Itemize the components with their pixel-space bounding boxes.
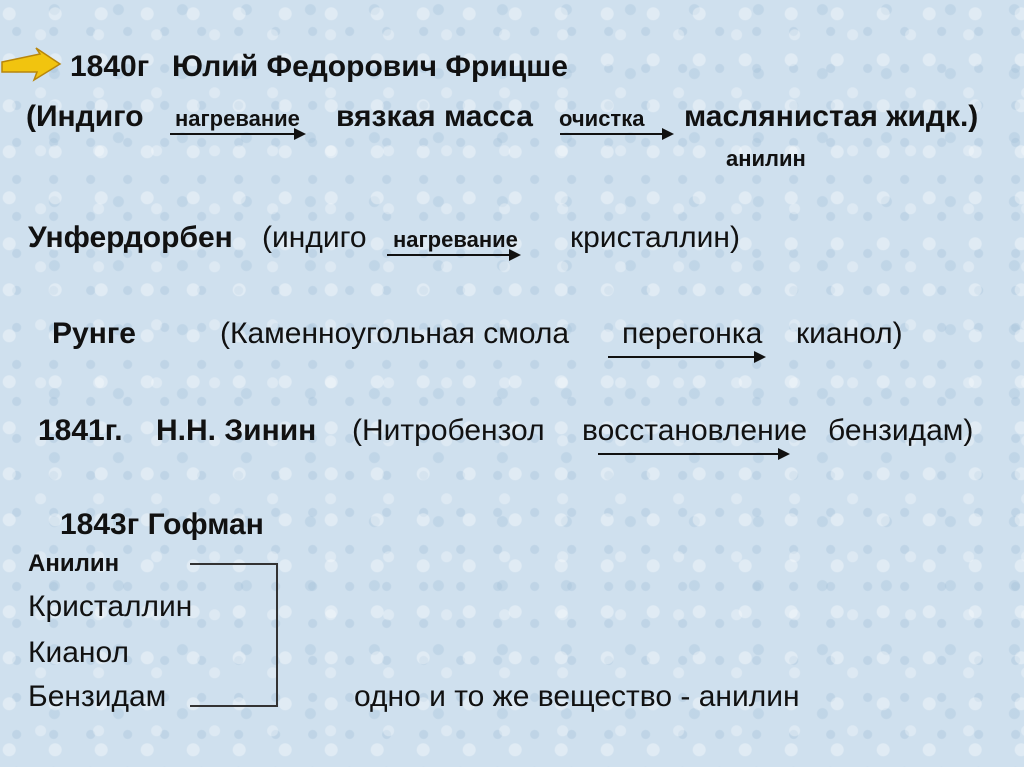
runge-step-distillation: перегонка [622, 317, 763, 350]
zinin-step-reduction: восстановление [582, 414, 808, 447]
fritzsche-name: Юлий Федорович Фрицше [172, 50, 568, 83]
zinin-name: Н.Н. Зинин [156, 414, 317, 447]
arrow-bullet-icon [0, 46, 62, 82]
runge-arrow [608, 356, 764, 358]
fritzsche-product-aniline: анилин [726, 146, 806, 171]
unverdorben-step-heating: нагревание [393, 227, 518, 252]
fritzsche-arrow-2 [560, 133, 672, 135]
hofmann-title: 1843г Гофман [60, 508, 264, 541]
fritzsche-indigo: (Индиго [26, 100, 144, 133]
grouping-bracket [190, 563, 278, 707]
hofmann-item-benzidam: Бензидам [28, 680, 167, 713]
hofmann-item-aniline: Анилин [28, 550, 120, 577]
unverdorben-crystallin: кристаллин) [570, 221, 740, 254]
zinin-benzidam: бензидам) [828, 414, 974, 447]
fritzsche-viscous-mass: вязкая масса [336, 100, 533, 133]
hofmann-item-crystallin: Кристаллин [28, 590, 193, 623]
fritzsche-oily-liquid: маслянистая жидк.) [684, 100, 979, 133]
unverdorben-arrow [387, 254, 519, 256]
hofmann-conclusion: одно и то же вещество - анилин [354, 680, 800, 713]
zinin-arrow [598, 453, 788, 455]
runge-kyanol: кианол) [796, 317, 903, 350]
fritzsche-arrow-1 [170, 133, 304, 135]
year-1841: 1841г. [38, 414, 123, 447]
runge-coal-tar: (Каменноугольная смола [220, 317, 570, 350]
fritzsche-step-heating: нагревание [175, 106, 300, 131]
runge-name: Рунге [52, 317, 136, 350]
year-1840: 1840г [70, 50, 150, 83]
hofmann-item-kyanol: Кианол [28, 636, 130, 669]
fritzsche-step-purification: очистка [559, 106, 645, 131]
unverdorben-name: Унфердорбен [28, 221, 233, 254]
unverdorben-indigo: (индиго [262, 221, 367, 254]
zinin-nitrobenzene: (Нитробензол [352, 414, 545, 447]
